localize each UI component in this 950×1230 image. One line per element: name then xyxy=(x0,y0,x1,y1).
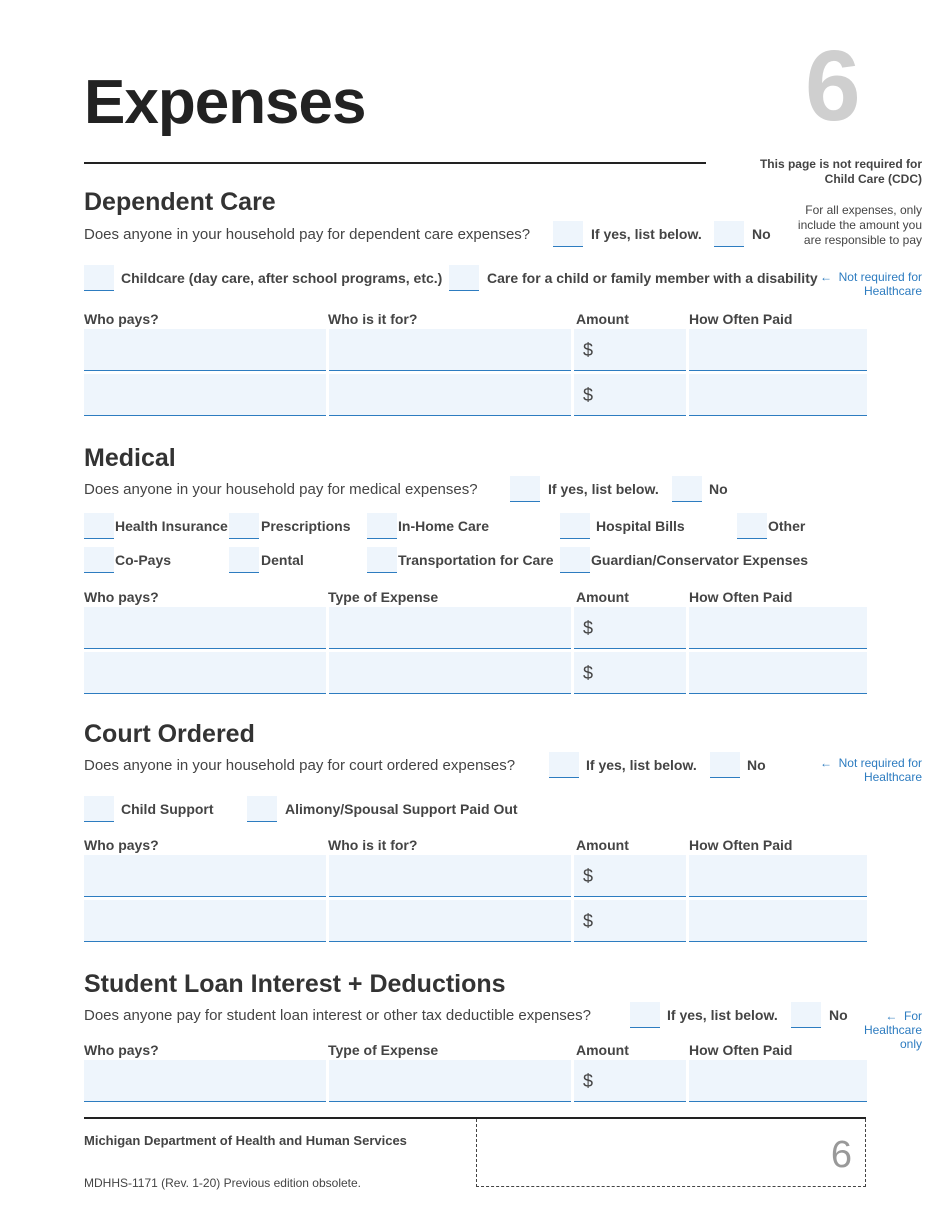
arrow-left-icon: ← xyxy=(819,270,839,284)
who-pays-field[interactable] xyxy=(84,1060,326,1102)
dental-checkbox[interactable] xyxy=(229,547,259,573)
medical-yes-checkbox[interactable] xyxy=(510,476,540,502)
disability-care-label: Care for a child or family member with a disability xyxy=(487,270,818,286)
type-of-expense-field[interactable] xyxy=(329,652,571,694)
disability-care-checkbox[interactable] xyxy=(449,265,479,291)
dollar-sign: $ xyxy=(583,911,594,931)
dependent-care-yes-checkbox[interactable] xyxy=(553,221,583,247)
col-amount: Amount xyxy=(576,837,629,853)
col-who-is-it-for: Who is it for? xyxy=(328,311,418,327)
who-pays-field[interactable] xyxy=(84,329,326,371)
note-line: This page is not required for xyxy=(759,157,922,171)
student-loan-question: Does anyone pay for student loan interest or other tax deductible expenses? xyxy=(84,1007,591,1024)
how-often-field[interactable] xyxy=(689,329,867,371)
side-note-line: Healthcare xyxy=(863,1023,922,1037)
no-label: No xyxy=(752,226,771,242)
col-how-often: How Often Paid xyxy=(689,589,793,605)
who-pays-field[interactable] xyxy=(84,900,326,942)
childcare-checkbox[interactable] xyxy=(84,265,114,291)
arrow-left-icon: ← xyxy=(885,1009,904,1023)
yes-label: If yes, list below. xyxy=(548,481,659,497)
how-often-field[interactable] xyxy=(689,1060,867,1102)
child-support-checkbox[interactable] xyxy=(84,796,114,822)
who-pays-field[interactable] xyxy=(84,652,326,694)
no-label: No xyxy=(829,1007,848,1023)
dollar-sign: $ xyxy=(583,866,594,886)
col-who-pays: Who pays? xyxy=(84,589,159,605)
who-is-it-for-field[interactable] xyxy=(329,329,571,371)
court-ordered-no-checkbox[interactable] xyxy=(710,752,740,778)
prescriptions-label: Prescriptions xyxy=(261,518,351,534)
guardian-expenses-checkbox[interactable] xyxy=(560,547,590,573)
no-label: No xyxy=(747,757,766,773)
dollar-sign: $ xyxy=(583,618,594,638)
in-home-care-label: In-Home Care xyxy=(398,518,490,534)
col-who-pays: Who pays? xyxy=(84,311,159,327)
side-note-line: For xyxy=(904,1009,922,1023)
dental-label: Dental xyxy=(261,552,304,568)
who-pays-field[interactable] xyxy=(84,374,326,416)
dollar-sign: $ xyxy=(583,385,594,405)
transportation-checkbox[interactable] xyxy=(367,547,397,573)
footer-page-number: 6 xyxy=(830,1134,852,1176)
page-title: Expenses xyxy=(84,68,366,137)
dependent-care-side-note xyxy=(820,270,922,298)
who-pays-field[interactable] xyxy=(84,607,326,649)
childcare-label: Childcare (day care, after school programs, etc.) xyxy=(121,270,443,286)
note-line: Child Care (CDC) xyxy=(824,172,922,186)
side-note-line: Not required for xyxy=(838,270,922,284)
how-often-field[interactable] xyxy=(689,900,867,942)
who-is-it-for-field[interactable] xyxy=(329,374,571,416)
type-of-expense-field[interactable] xyxy=(329,607,571,649)
court-ordered-yes-checkbox[interactable] xyxy=(549,752,579,778)
how-often-field[interactable] xyxy=(689,855,867,897)
alimony-label: Alimony/Spousal Support Paid Out xyxy=(285,801,518,817)
how-often-field[interactable] xyxy=(689,607,867,649)
side-note-line: Healthcare xyxy=(863,284,922,298)
amount-note xyxy=(798,203,922,248)
how-often-field[interactable] xyxy=(689,652,867,694)
side-note-line: Not required for xyxy=(838,756,922,770)
col-type-of-expense: Type of Expense xyxy=(328,1042,439,1058)
dependent-care-no-checkbox[interactable] xyxy=(714,221,744,247)
section-heading-student-loan: Student Loan Interest + Deductions xyxy=(84,970,506,998)
dollar-sign: $ xyxy=(583,663,594,683)
section-heading-medical: Medical xyxy=(84,444,176,472)
co-pays-label: Co-Pays xyxy=(115,552,172,568)
section-heading-dependent-care: Dependent Care xyxy=(84,188,276,216)
col-how-often: How Often Paid xyxy=(689,311,793,327)
other-label: Other xyxy=(768,518,806,534)
col-amount: Amount xyxy=(576,1042,629,1058)
health-insurance-label: Health Insurance xyxy=(115,518,228,534)
student-loan-no-checkbox[interactable] xyxy=(791,1002,821,1028)
note-line: include the amount you xyxy=(797,218,922,232)
hospital-bills-checkbox[interactable] xyxy=(560,513,590,539)
no-label: No xyxy=(709,481,728,497)
not-required-note xyxy=(760,157,922,187)
prescriptions-checkbox[interactable] xyxy=(229,513,259,539)
alimony-checkbox[interactable] xyxy=(247,796,277,822)
yes-label: If yes, list below. xyxy=(591,226,702,242)
side-note-line: only xyxy=(899,1037,922,1051)
court-ordered-question: Does anyone in your household pay for court ordered expenses? xyxy=(84,757,516,774)
yes-label: If yes, list below. xyxy=(586,757,697,773)
yes-label: If yes, list below. xyxy=(667,1007,778,1023)
form-number: MDHHS-1171 (Rev. 1-20) Previous edition obsolete. xyxy=(84,1176,362,1190)
page-number-large: 6 xyxy=(805,30,861,142)
student-loan-yes-checkbox[interactable] xyxy=(630,1002,660,1028)
agency-name: Michigan Department of Health and Human Services xyxy=(84,1133,407,1148)
arrow-left-icon: ← xyxy=(819,756,839,770)
who-is-it-for-field[interactable] xyxy=(329,855,571,897)
col-type-of-expense: Type of Expense xyxy=(328,589,439,605)
guardian-expenses-label: Guardian/Conservator Expenses xyxy=(591,552,809,568)
side-note-line: Healthcare xyxy=(863,770,922,784)
who-is-it-for-field[interactable] xyxy=(329,900,571,942)
col-how-often: How Often Paid xyxy=(689,1042,793,1058)
note-line: For all expenses, only xyxy=(805,203,922,217)
title-divider xyxy=(84,162,706,164)
note-line: are responsible to pay xyxy=(803,233,922,247)
type-of-expense-field[interactable] xyxy=(329,1060,571,1102)
dollar-sign: $ xyxy=(583,1071,594,1091)
col-who-pays: Who pays? xyxy=(84,837,159,853)
col-who-is-it-for: Who is it for? xyxy=(328,837,418,853)
medical-question: Does anyone in your household pay for medical expenses? xyxy=(84,481,478,498)
dollar-sign: $ xyxy=(583,340,594,360)
hospital-bills-label: Hospital Bills xyxy=(596,518,685,534)
col-who-pays: Who pays? xyxy=(84,1042,159,1058)
student-loan-side-note xyxy=(864,1009,922,1051)
col-amount: Amount xyxy=(576,589,629,605)
co-pays-checkbox[interactable] xyxy=(84,547,114,573)
section-heading-court-ordered: Court Ordered xyxy=(84,720,255,748)
how-often-field[interactable] xyxy=(689,374,867,416)
col-amount: Amount xyxy=(576,311,629,327)
page-number-box xyxy=(476,1119,866,1187)
health-insurance-checkbox[interactable] xyxy=(84,513,114,539)
medical-no-checkbox[interactable] xyxy=(672,476,702,502)
other-checkbox[interactable] xyxy=(737,513,767,539)
who-pays-field[interactable] xyxy=(84,855,326,897)
dependent-care-question: Does anyone in your household pay for dependent care expenses? xyxy=(84,226,531,243)
col-how-often: How Often Paid xyxy=(689,837,793,853)
court-ordered-side-note xyxy=(820,756,922,784)
transportation-label: Transportation for Care xyxy=(398,552,554,568)
child-support-label: Child Support xyxy=(121,801,214,817)
in-home-care-checkbox[interactable] xyxy=(367,513,397,539)
